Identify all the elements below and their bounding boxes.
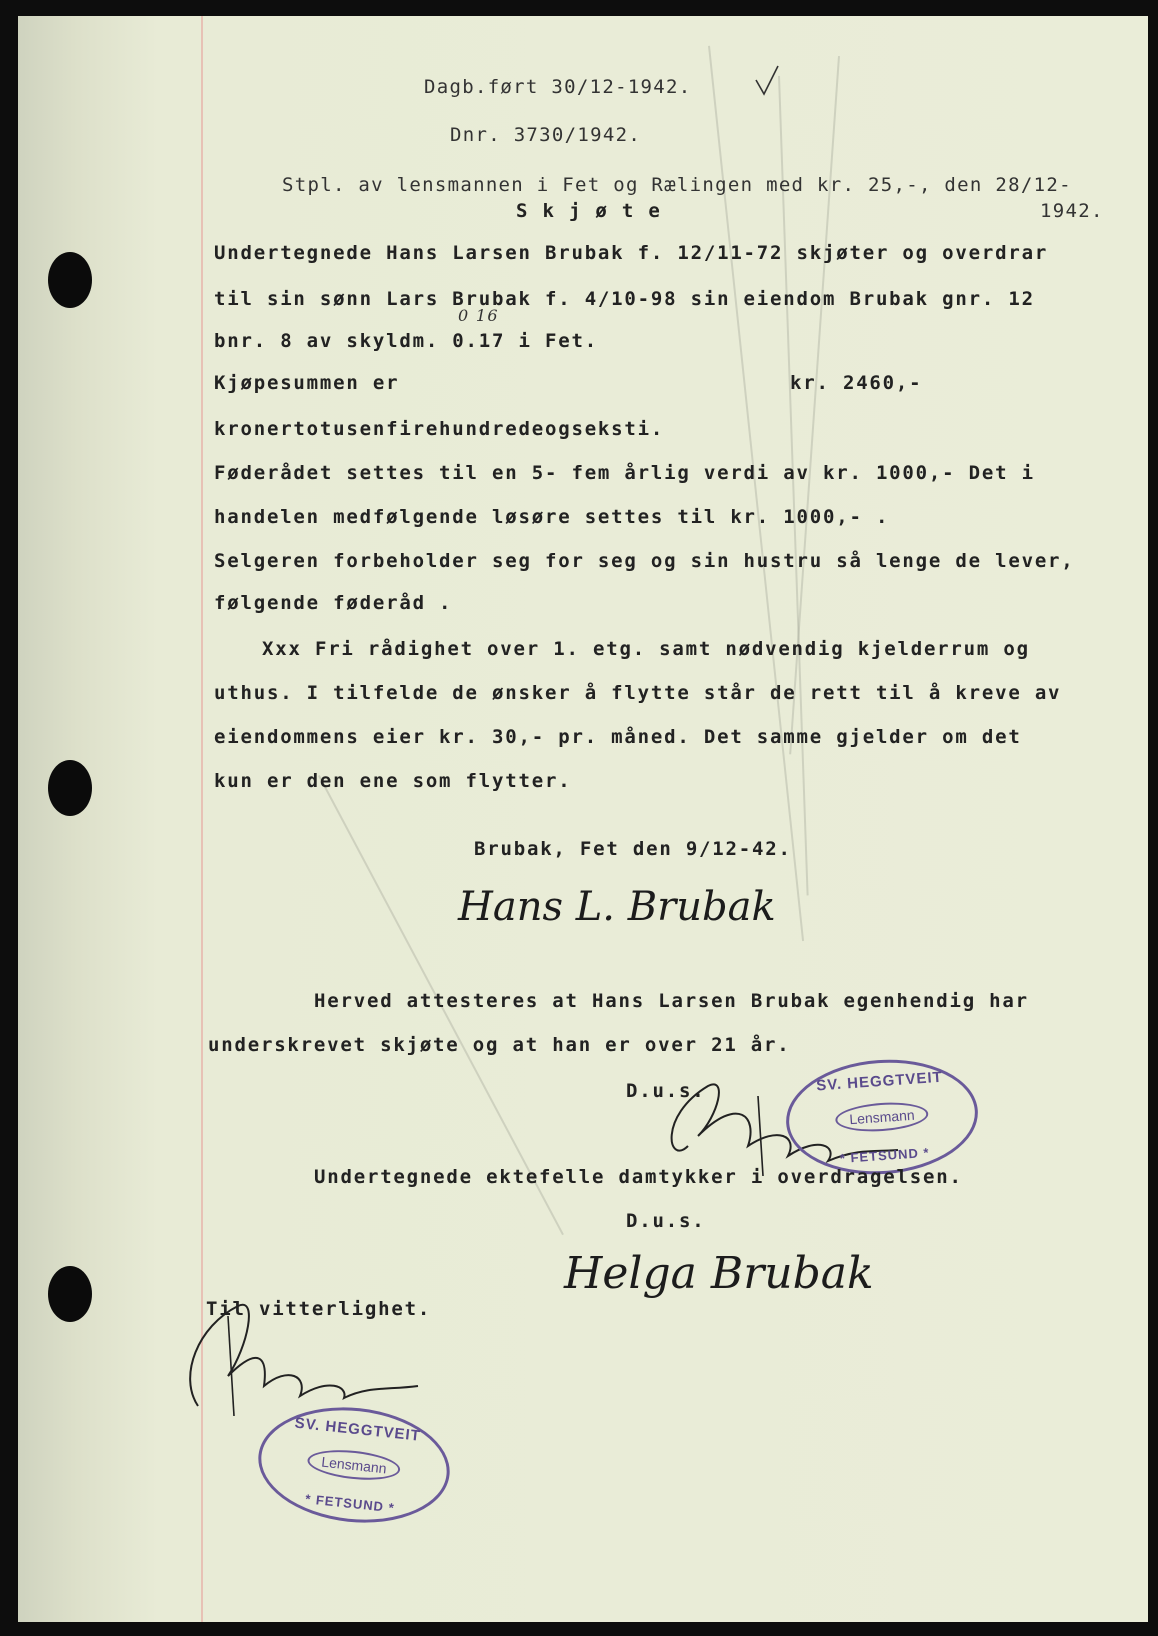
document-number: Dnr. 3730/1942. [450,124,642,146]
dus-label: D.u.s. [626,1080,706,1102]
attestation-line: underskrevet skjøte og at han er over 21 år. [208,1034,791,1056]
body-line: uthus. I tilfelde de ønsker å flytte står de rett til å kreve av [214,682,1062,704]
witness-signature [168,1286,428,1426]
purchase-sum-amount: kr. 2460,- [790,372,923,394]
place-date: Brubak, Fet den 9/12-42. [474,838,792,860]
punch-hole [48,1266,92,1322]
body-line: følgende føderåd . [214,592,453,614]
stamp-place: * FETSUND * [304,1491,396,1516]
stamp-name: SV. HEGGTVEIT [815,1068,944,1095]
stamp-duty-line: Stpl. av lensmannen i Fet og Rælingen med kr. 25,-, den 28/12- [282,174,1072,196]
body-line: Føderådet settes til en 5- fem årlig verdi av kr. 1000,- Det i [214,462,1035,484]
check-mark-icon [754,64,780,102]
witness-label: Til vitterlighet. [206,1298,432,1320]
attestation-line: Herved attesteres at Hans Larsen Brubak egenhendig har [314,990,1029,1012]
document-page [18,16,1148,1622]
body-line: Selgeren forbeholder seg for seg og sin hustru så lenge de lever, [214,550,1075,572]
seller-signature: Hans L. Brubak [458,884,776,930]
stamp-name: SV. HEGGTVEIT [293,1414,422,1445]
spouse-signature: Helga Brubak [564,1248,874,1299]
punch-hole [48,252,92,308]
purchase-sum-label: Kjøpesummen er [214,372,400,394]
body-line: kun er den ene som flytter. [214,770,572,792]
body-line: kronertotusenfirehundredeogseksti. [214,418,665,440]
stamp-place: * FETSUND * [839,1144,930,1167]
pencil-stroke [778,76,809,896]
body-line: Xxx Fri rådighet over 1. etg. samt nødvendig kjelderrum og [262,638,1030,660]
body-line: handelen medfølgende løsøre settes til kr. 1000,- . [214,506,890,528]
body-line: bnr. 8 av skyldm. 0.17 i Fet. [214,330,598,352]
body-line: eiendommens eier kr. 30,- pr. måned. Det samme gjelder om det [214,726,1022,748]
punch-hole [48,760,92,816]
body-line: Undertegnede Hans Larsen Brubak f. 12/11-72 skjøter og overdrar [214,242,1049,264]
body-line: til sin sønn Lars Brubak f. 4/10-98 sin eiendom Brubak gnr. 12 [214,288,1035,310]
document-title: S k j ø t e [516,200,662,222]
spouse-consent-line: Undertegnede ektefelle damtykker i overdragelsen. [314,1166,963,1188]
stamp-title: Lensmann [306,1446,402,1484]
handwritten-correction: 0 16 [458,306,499,325]
stamp-duty-year: 1942. [1040,200,1104,222]
dus-label: D.u.s. [626,1210,706,1232]
stamp-title: Lensmann [834,1100,929,1134]
dagbok-line: Dagb.ført 30/12-1942. [424,76,692,98]
